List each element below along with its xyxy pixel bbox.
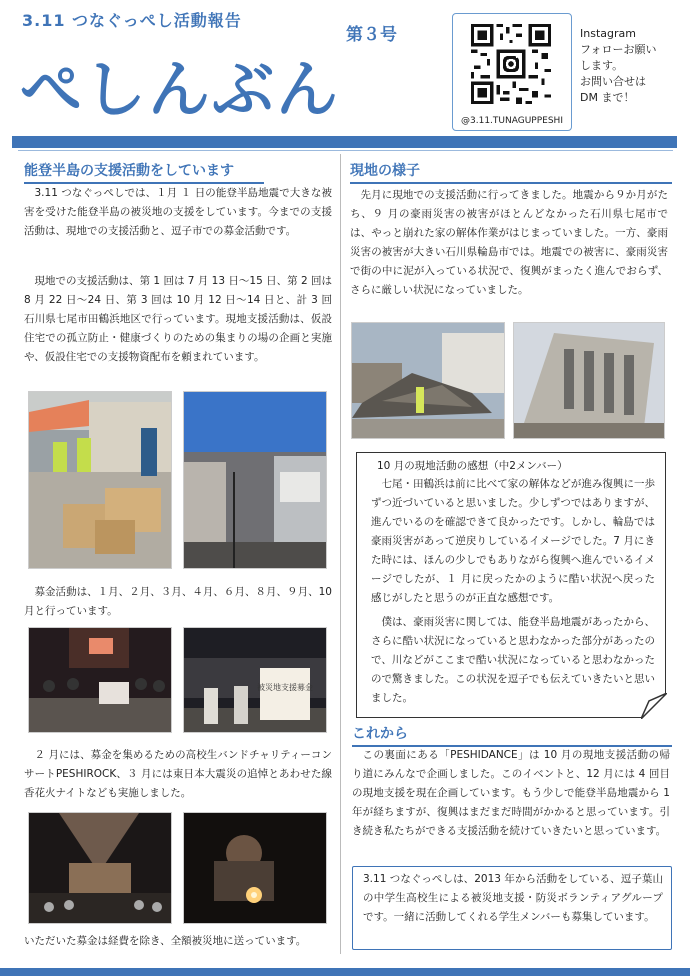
photo-supplies-distribution [28,391,172,569]
insta-line: します。 [580,59,624,72]
photo-band-concert [28,812,172,924]
masthead-title: ぺしんぶん [20,53,341,126]
instagram-qr-card[interactable] [452,13,572,131]
paragraph: 3.11 つなぐっぺしでは、１月 １ 日の能登半島地震で大きな被害を受けた能登半島の被災地の支援をしています。今までの支援活動は、現地での支援活動と、逗子市での募金活動です。 [24,187,332,237]
insta-line: Instagram [580,27,636,40]
paragraph: 僕は、豪雨災害に関しては、能登半島地震があったから、さらに酷い状況になっていると思わなかった部分があったので、川などがここまで酷い状況になっていると思わなかったので驚きました。この状況を逗子でも伝えていきたいと思いました。 [371,616,655,704]
photo-sparkler-night [183,812,327,924]
insta-line: お問い合せは [580,75,646,88]
paragraph: いただいた募金は経費を除き、全額被災地に送っています。 [24,935,307,947]
photo-temporary-housing [183,391,327,569]
section-heading-future: これから [352,723,672,747]
instagram-note [580,26,685,106]
impression-title: 10 月の現地活動の感想（中2メンバー） [377,460,568,472]
page-curl-icon [641,693,667,719]
photo-tilted-building [513,322,665,439]
insta-line: DM まで！ [580,91,635,104]
sign-text: 被災地支援募金 [257,683,313,692]
qr-code-icon [471,24,551,104]
instagram-handle: @3.11.TUNAGUPPESHI [461,116,563,126]
issue-number: 第３号 [346,25,397,45]
section-heading-site: 現地の様子 [350,160,672,184]
column-divider [340,154,341,954]
group-info-box [352,866,672,950]
photo-fundraising-sign [183,627,327,733]
photo-fundraising-street [28,627,172,733]
paragraph: ２ 月には、募金を集めるための高校生バンドチャリティーコンサートPESHIROCK、３ 月には東日本大震災の追悼とあわせた線香花火ナイトなども実施しました。 [24,749,332,799]
header-rule [12,136,677,148]
paragraph: 募金活動は、１月、２月、３月、４月、６月、８月、９月、10月と行っています。 [24,586,332,617]
insta-line: フォローお願い [580,43,657,56]
paragraph: 先月に現地での支援活動に行ってきました。地震から９か月がたち、９ 月の豪雨災害の被害がほとんどなかった石川県七尾市では、やっと崩れた家の解体作業がはじまっていました。一方、豪雨災害の被害が大きい石川県輪島市では。地震での被害に、豪雨災害で街の中に泥が入っている状況で、復興がまったく進んでおらず、さらに厳しい状況になっていました。 [350,189,668,296]
paragraph: 七尾・田鶴浜は前に比べて家の解体などが進み復興に一歩ずつ近づいていると思いました。少しずつではありますが、進んでいるのを確認できて良かったです。しかし、輪島では豪雨災害があって逆戻りしているイメージでした。7 月にきた時には、ほんの少しでもありながら復興へ進んでいるイメージでしたが、１ 月に戻ったかのように酷い状況へ戻った感じがしたと思うのが正直な感想です。 [371,478,655,604]
paragraph: 3.11 つなぐっぺしは、2013 年から活動をしている、逗子葉山の中学生高校生による被災地支援・防災ボランティアグループです。一緒に活動してくれる学生メンバーも募集しています。 [363,873,663,923]
footer-rule [0,968,690,976]
photo-collapsed-house [351,322,505,439]
paragraph: 現地での支援活動は、第 1 回は 7 月 13 日～15 日、第 2 回は 8 月 22 日～24 日、第 3 回は 10 月 12 日～14 日と、計 3 回石川県七尾市田鶴浜地区で行っています。現地支援活動は、仮設住宅での孤立防止・健康づくりのための集まりの場の企画と実施や、仮設住宅での支援物資配布を頼まれています。 [24,275,332,363]
masthead-kicker: 3.11 つなぐっぺし活動報告 [22,11,242,30]
section-heading-support: 能登半島の支援活動をしています [24,160,264,184]
paragraph: この裏面にある「PESHIDANCE」は 10 月の現地支援活動の帰り道にみんなで企画しました。このイベントと、12 月には 4 回目の現地支援を現在企画しています。もう少しで能登半島地震から 1 年が経ちますが、復興はまだまだ時間がかかると思っています。引き続き私たちができる支援活動を続けていきたいと思っています。 [352,749,670,837]
member-impression-box [356,452,666,718]
header-rule-thin [18,150,673,151]
